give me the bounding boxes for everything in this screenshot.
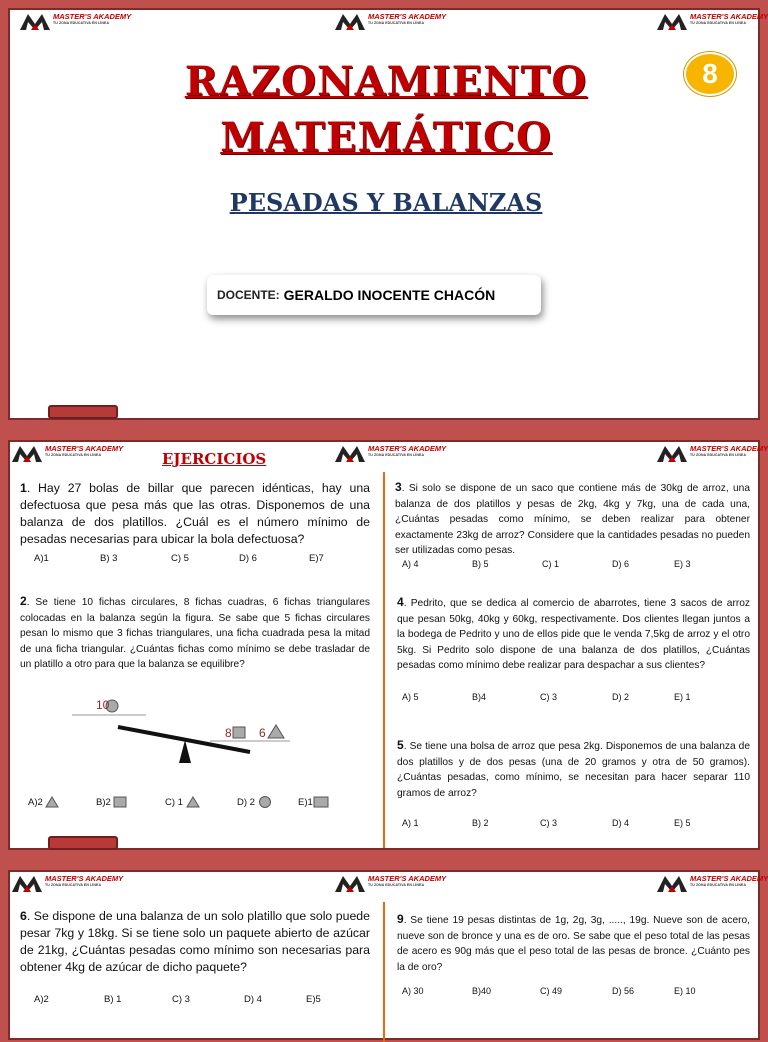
logo-mark-icon [335, 444, 365, 462]
option: E)7 [309, 553, 324, 564]
exercise-5 [397, 738, 750, 801]
option: A)2 [28, 796, 96, 808]
logo: MASTER'S AKADEMY TU ZONA EDUCATIVA EN LÍNEA [335, 444, 446, 464]
exercise-2 [20, 594, 370, 673]
option: B) 2 [472, 818, 489, 828]
exercise-4-options [402, 692, 691, 702]
option: C) 5 [171, 553, 189, 564]
option: E)1 [298, 796, 329, 808]
exercise-9 [397, 912, 750, 975]
subtitle: PESADAS Y BALANZAS [229, 188, 543, 217]
option: E) 3 [674, 559, 691, 569]
option: D) 2 [612, 692, 630, 702]
exercise-number: 2 [20, 594, 27, 608]
exercise-number: 6 [20, 909, 27, 923]
exercises-slide-2 [0, 862, 768, 1024]
option: A) 1 [402, 818, 419, 828]
logo-mark-icon [335, 12, 365, 30]
section-title: EJERCICIOS [162, 450, 267, 468]
option: D) 4 [612, 818, 630, 828]
exercise-6 [20, 908, 370, 976]
logo: MASTER'S AKADEMY TU ZONA EDUCATIVA EN LÍNEA [12, 444, 123, 464]
option: A) 30 [402, 986, 424, 996]
logo-mark-icon [335, 874, 365, 892]
exercise-number: 9 [397, 912, 404, 926]
exercise-2-options [28, 796, 329, 808]
cover-board [8, 8, 768, 420]
option: A) 4 [402, 559, 419, 569]
board-eraser [48, 405, 118, 419]
option: B) 5 [472, 559, 489, 569]
triangle-icon [45, 796, 59, 808]
logo-mark-icon [657, 874, 687, 892]
exercise-text: . Se dispone de una balanza de un solo platillo que solo puede pesar 7kg y 18kg. Si se tiene solo un paquete abierto de azúcar de 21kg, ¿Cuántas pesadas como mínimo son necesarias para obtener 4kg de azúcar de dicho paquete? [20, 909, 370, 974]
balance-figure [68, 697, 298, 772]
circle-icon [258, 796, 272, 808]
logo-mark-icon [20, 12, 50, 30]
lesson-number-badge [684, 52, 736, 96]
cover-slide [0, 0, 768, 432]
option: C) 3 [172, 994, 190, 1005]
option: E) 5 [674, 818, 691, 828]
main-title-line-1: RAZONAMIENTO [184, 58, 588, 105]
option: A)1 [34, 553, 49, 564]
option: C) 3 [540, 692, 558, 702]
logo-mark-icon [657, 444, 687, 462]
exercise-4 [397, 595, 750, 674]
exercises-board-2 [8, 870, 768, 1040]
option: D) 6 [239, 553, 257, 564]
column-divider [383, 472, 385, 848]
option: B)4 [472, 692, 487, 702]
logo: MASTER'S AKADEMY TU ZONA EDUCATIVA EN LÍNEA [20, 12, 131, 32]
exercise-number: 4 [397, 595, 404, 609]
exercises-board-1 [8, 440, 768, 850]
circle-count: 10 [96, 698, 110, 712]
exercise-text: . Se tiene una bolsa de arroz que pesa 2kg. Disponemos de una balanza de dos platillos y de dos pesas (una de 20 gramos y otra de 50 gramos). ¿Cuántas pesadas, como mínimo, se necesitan para hacer separar 110 gramos de arroz? [397, 741, 750, 799]
option: B)40 [472, 986, 492, 996]
exercise-1 [20, 480, 370, 548]
option: B) 3 [100, 553, 118, 564]
exercise-3 [395, 480, 750, 559]
exercise-text: . Si solo se dispone de un saco que contiene más de 30kg de arroz, una balanza de dos platillos y pesas de 2kg, 4kg y 7kg, una de cada una, ¿Cuántas pesadas como mínimo, se deben realizar para obtener exactamente 23kg de arroz? Considere que la cantidades pesadas no pueden ser utilizadas como pesas. [395, 483, 750, 556]
exercise-5-options [402, 818, 691, 828]
teacher-box [207, 275, 541, 315]
option: D) 4 [244, 994, 262, 1005]
exercise-number: 5 [397, 738, 404, 752]
teacher-label: DOCENTE: [217, 288, 280, 302]
logo: MASTER'S AKADEMY TU ZONA EDUCATIVA EN LÍNEA [657, 874, 768, 894]
exercises-slide-1 [0, 432, 768, 862]
option: B) 1 [104, 994, 122, 1005]
option: C) 1 [542, 559, 560, 569]
option: D) 6 [612, 559, 630, 569]
option: E) 1 [674, 692, 691, 702]
option: E)5 [306, 994, 321, 1005]
exercise-text: . Se tiene 10 fichas circulares, 8 fichas cuadras, 6 fichas triangulares colocadas en la balanza según la figura. Se sabe que 5 fichas circulares pesan lo mismo que 3 fichas triangulares, una ficha cuadrada pesa la mitad de una ficha triangular. ¿Cuántas fichas como mínimo se debe trasladar de un platillo a otro para que la balanza se equilibre? [20, 597, 370, 670]
main-title-line-2: MATEMÁTICO [220, 114, 552, 161]
option: C) 49 [540, 986, 563, 996]
board-eraser [48, 836, 118, 850]
option: C) 1 [165, 796, 237, 808]
exercise-1-options [34, 553, 324, 564]
logo: MASTER'S AKADEMY TU ZONA EDUCATIVA EN LÍNEA [335, 12, 446, 32]
square-icon [313, 796, 329, 808]
logo-mark-icon [657, 12, 687, 30]
option: C) 3 [540, 818, 558, 828]
column-divider [383, 902, 385, 1042]
logo: MASTER'S AKADEMY TU ZONA EDUCATIVA EN LÍNEA [657, 444, 768, 464]
option: A)2 [34, 994, 49, 1005]
logo: MASTER'S AKADEMY TU ZONA EDUCATIVA EN LÍNEA [657, 12, 768, 32]
logo-mark-icon [12, 444, 42, 462]
exercise-6-options [34, 994, 321, 1005]
square-icon [113, 796, 127, 808]
teacher-name: GERALDO INOCENTE CHACÓN [283, 287, 496, 303]
exercise-9-options [402, 986, 696, 996]
option: B)2 [96, 796, 165, 808]
exercise-3-options [402, 559, 691, 569]
exercise-number: 3 [395, 480, 402, 494]
option: E) 10 [674, 986, 696, 996]
exercise-text: . Pedrito, que se dedica al comercio de abarrotes, tiene 3 sacos de arroz que pesan 50kg, 40kg y 60kg, respectivamente. Dos clientes llegan juntos a la bodega de Pedrito y uno de ellos pide que le venda 7,5kg de arroz y el otro 5kg. Si Pedrito solo dispone de una balanza de dos platillos, ¿Cuántas pesadas como mínimo debe realizar para despachar a sus clientes? [397, 598, 750, 671]
triangle-count: 6 [259, 726, 266, 740]
square-count: 8 [225, 726, 232, 740]
logo: MASTER'S AKADEMY TU ZONA EDUCATIVA EN LÍNEA [335, 874, 446, 894]
exercise-number: 1 [20, 481, 27, 495]
logo: MASTER'S AKADEMY TU ZONA EDUCATIVA EN LÍNEA [12, 874, 123, 894]
option: A) 5 [402, 692, 419, 702]
option: D) 56 [612, 986, 635, 996]
lesson-number: 8 [702, 58, 718, 89]
exercise-text: . Se tiene 19 pesas distintas de 1g, 2g, 3g, ....., 19g. Nueve son de acero, nueve son de bronce y una es de oro. Se sabe que el peso total de las pesas de acero es 90g más que el peso total de las pesas de bronce. ¿Cuánto pes la de oro? [397, 915, 750, 973]
option: D) 2 [237, 796, 298, 808]
logo-mark-icon [12, 874, 42, 892]
triangle-icon [186, 796, 200, 808]
exercise-text: . Hay 27 bolas de billar que parecen idénticas, hay una defectuosa que pesa más que las otras. Disponemos de una balanza de dos platillos. ¿Cuál es el número mínimo de pesadas necesarias para ubicar la bola defectuosa? [20, 481, 370, 546]
